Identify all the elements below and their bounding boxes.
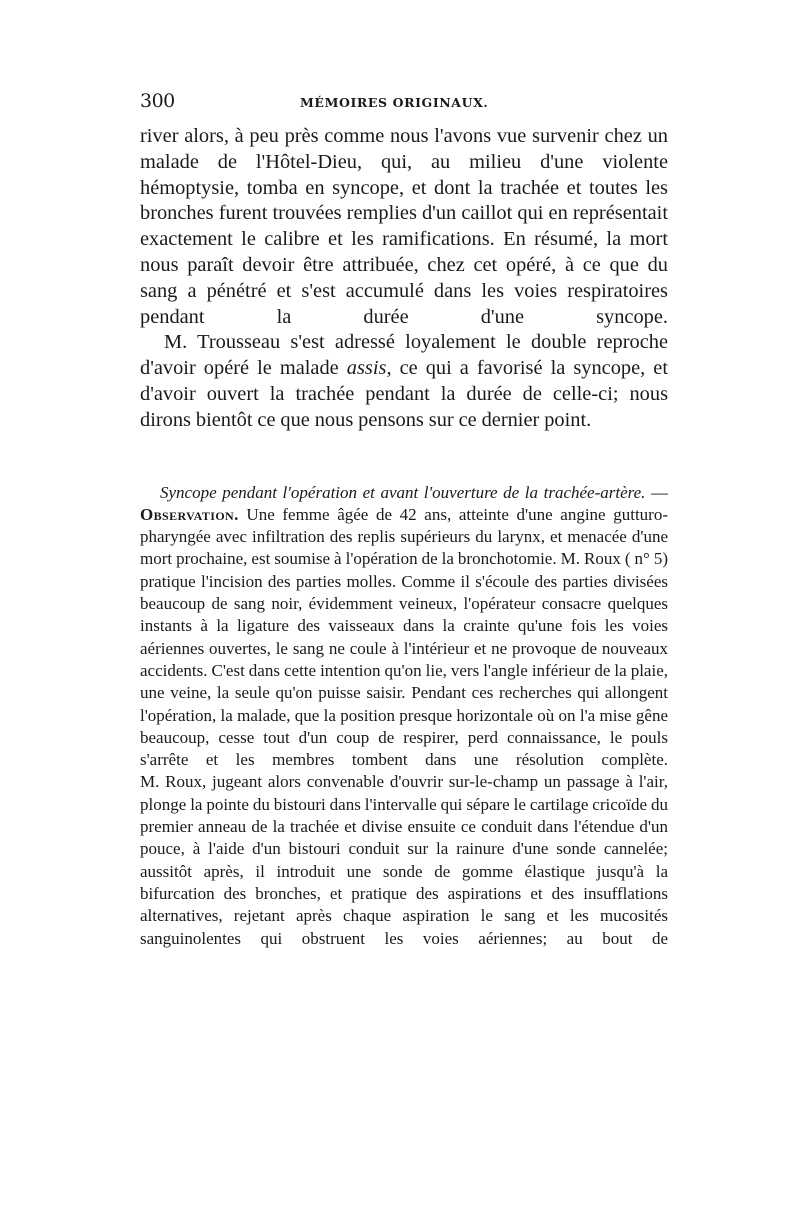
paragraph-roux: M. Roux, jugeant alors convenable d'ouvrir sur-le-champ un passage à l'air, plonge la pointe du bistouri dans l'intervalle qui sépare le cartilage cricoïde du premier anneau de la trachée et divise ensuite ce conduit dans l'étendue d'un pouce, à l'aide d'un bistouri conduit sur la rainure d'une sonde cannelée; aussitôt après, il introduit une sonde de gomme élastique jusqu'à la bifurcation des bronches, et pratique des aspirations et des insufflations alternatives, rejetant après chaque aspiration le sang et les mucosités sanguinolentes qui obstruent les voies aériennes; au bout de xyxy=(140,772,668,948)
page-header xyxy=(140,90,668,124)
section-title: Syncope pendant l'opération et avant l'ouverture de la trachée-artère. xyxy=(160,482,646,502)
observation-text: Une femme âgée de 42 ans, atteinte d'une angine gutturo-pharyngée avec infiltration des replis supérieurs du larynx, et menacée d'une mort prochaine, est soumise à l'opération de la bronchotomie. M. Roux ( n° 5) pratique l'incision des parties molles. Comme il s'écoule des parties divisées beaucoup de sang noir, évidemment veineux, l'opérateur consacre quelques instants à la ligature des vaisseaux dans la crainte qu'une fois les voies aériennes ouvertes, le sang ne coule à l'intérieur et ne provoque de nouveaux accidents. C'est dans cette intention qu'on lie, vers l'angle inférieur de la plaie, une veine, la seule qu'on puisse saisir. Pendant ces recherches qui allongent l'opération, la malade, que la position presque horizontale où on l'a mise gêne beaucoup, cesse tout d'un coup de respirer, perd connaissance, le pouls s'arrête et les membres tombent dans une résolution complète. xyxy=(140,504,668,770)
paragraph-continuation: river alors, à peu près comme nous l'avons vue survenir chez un malade de l'Hôtel-Dieu, qui, au milieu d'une violente hémoptysie, tomba en syncope, et dont la trachée et toutes les bronches furent trouvées remplies d'un caillot qui en représentait exactement le calibre et les ramifications. En résumé, la mort nous paraît devoir être attribuée, chez cet opéré, à ce que du sang a pénétré et s'est accumulé dans les voies respiratoires pendant la durée d'une syncope. xyxy=(140,125,668,328)
paragraph-trousseau-text-b: , ce qui a favorisé la syncope, et d'avoir ouvert la trachée pendant la durée de celle-ci; nous dirons bientôt ce que nous pensons sur ce dernier point. xyxy=(140,357,668,431)
paragraph-trousseau xyxy=(140,330,668,433)
book-page xyxy=(140,90,668,950)
title-dash: — xyxy=(645,482,668,502)
section-gap xyxy=(140,434,668,482)
paragraph-trousseau-text-a: M. Trousseau s'est adressé loyalement le double reproche d'avoir opéré le malade xyxy=(140,331,668,380)
running-title: MÉMOIRES ORIGINAUX. xyxy=(300,95,489,110)
italic-word-assis: assis xyxy=(346,357,387,380)
page-number: 300 xyxy=(140,90,175,112)
observation-label: Observation. xyxy=(140,504,239,524)
observation-paragraph xyxy=(140,482,668,772)
